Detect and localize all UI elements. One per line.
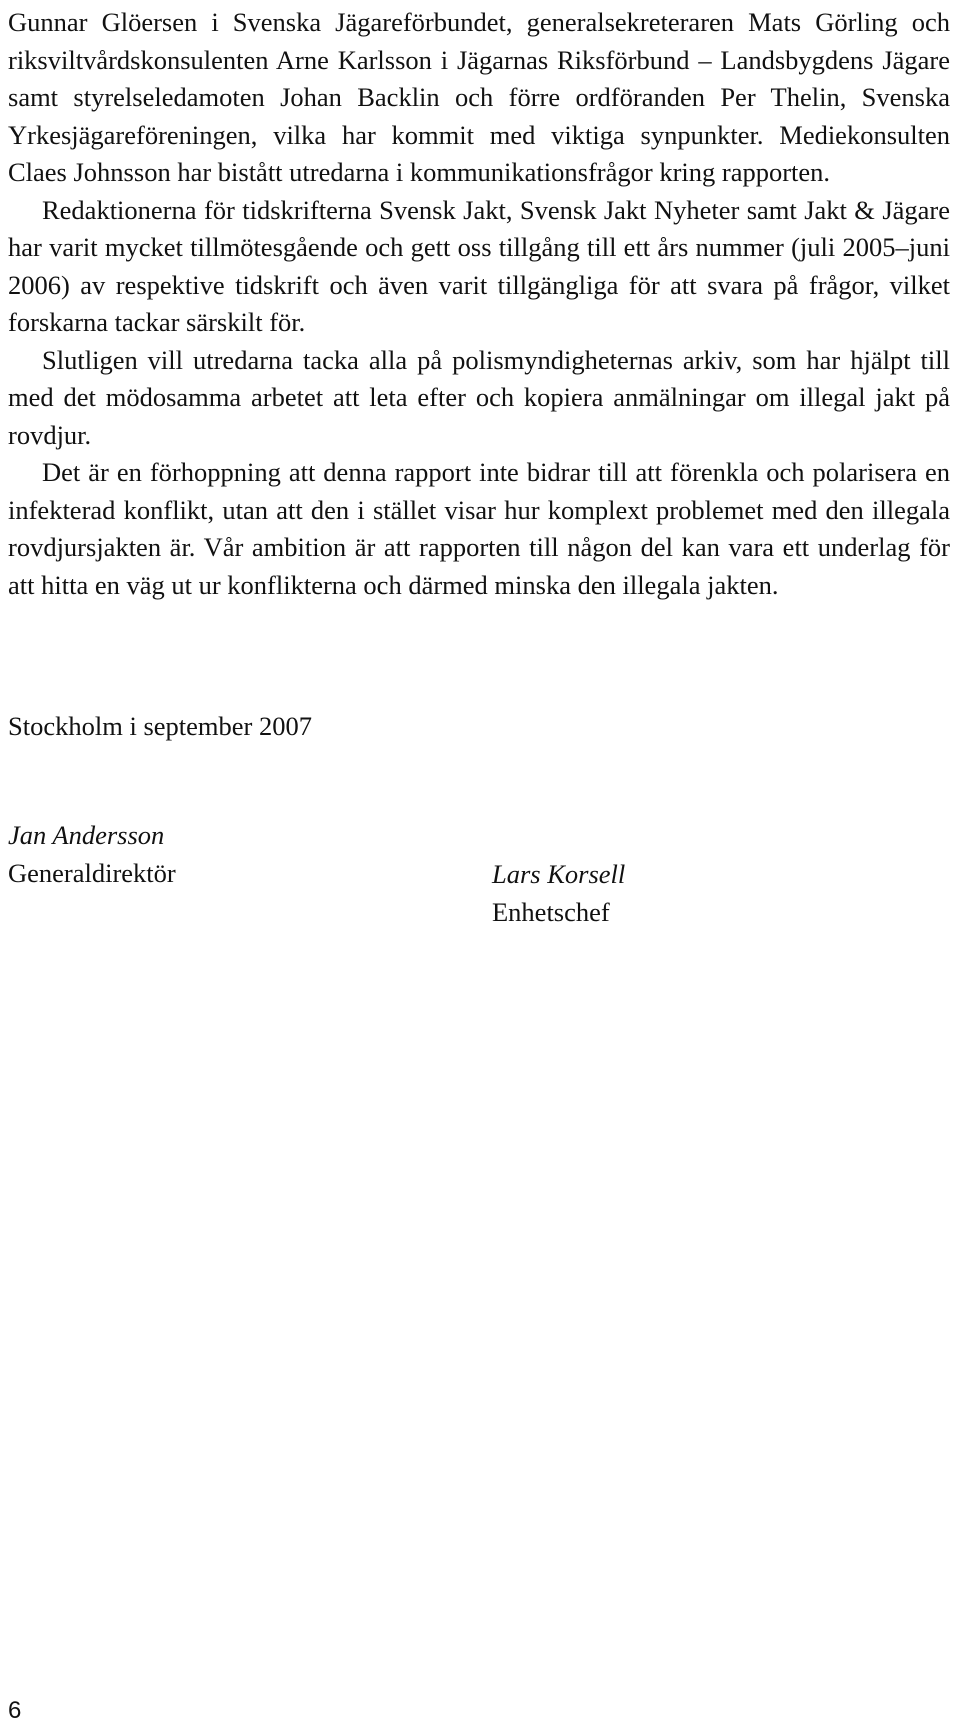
signatory-name: Jan Andersson — [8, 820, 165, 850]
signatory-title: Generaldirektör — [8, 857, 176, 888]
page-number: 6 — [8, 1697, 22, 1724]
signature-block-right — [492, 856, 625, 931]
signatory-title: Enhetschef — [492, 896, 610, 927]
document-page — [8, 0, 952, 1736]
signature-block-left — [8, 817, 176, 892]
place-date: Stockholm i september 2007 — [8, 711, 312, 741]
paragraph-ambition: Det är en förhoppning att denna rapport inte bidrar till att förenkla och polarisera en infekterad konflikt, utan att den i stället visar hur komplext problemet med den illegala rovdjursjakten är. Vår ambition är att rapporten till någon del kan vara ett underlag för att hitta en väg ut ur konflikterna och därmed minska den illegala jakten. — [8, 457, 950, 600]
paragraph-editorial-offices: Redaktionerna för tidskrifterna Svensk Jakt, Svensk Jakt Nyheter samt Jakt & Jägare har varit mycket tillmötesgående och gett oss tillgång till ett års nummer (juli 2005–juni 2006) av respektive tidskrift och även varit tillgängliga för att svara på frågor, vilket forskarna tackar särskilt för. — [8, 194, 950, 337]
paragraph-acknowledgements: Gunnar Glöersen i Svenska Jägareförbundet, generalsekreteraren Mats Görling och riksviltvårdskonsulenten Arne Karlsson i Jägarnas Riksförbund – Landsbygdens Jägare samt styrelseledamoten Johan Backlin och förre ordföranden Per Thelin, Svenska Yrkesjägareföreningen, vilka har kommit med viktiga synpunkter. Mediekonsulten Claes Johnsson har bistått utredarna i kommunikationsfrågor kring rapporten. — [8, 7, 950, 187]
paragraph-police-archives: Slutligen vill utredarna tacka alla på polismyndigheternas arkiv, som har hjälpt till med det mödosamma arbetet att leta efter och kopiera anmälningar om illegal jakt på rovdjur. — [8, 344, 950, 450]
signatory-name: Lars Korsell — [492, 859, 626, 889]
body-text — [8, 4, 950, 604]
